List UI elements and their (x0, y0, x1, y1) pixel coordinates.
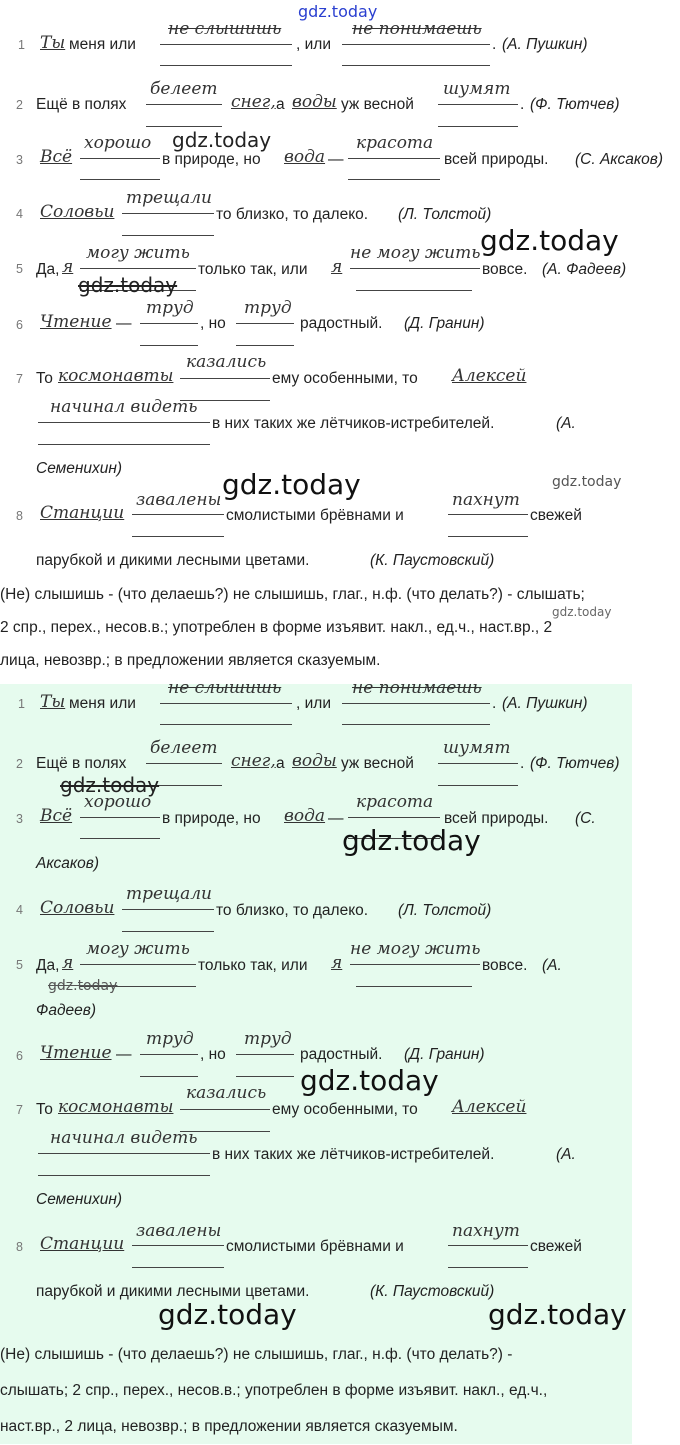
watermark: gdz.today (552, 605, 612, 619)
author: (А. (542, 957, 562, 974)
text: . (520, 755, 525, 772)
watermark: gdz.today (488, 1298, 627, 1331)
row-number: 7 (16, 1103, 23, 1117)
text: , но (200, 315, 226, 332)
predicate: хорошо (84, 792, 152, 812)
text: только так, или (198, 957, 308, 974)
text: Ещё в полях (36, 755, 127, 772)
row-number: 8 (16, 1240, 23, 1254)
text: ему особенными, то (272, 370, 418, 387)
text: парубкой и дикими лесными цветами. (36, 1283, 310, 1300)
row-number: 6 (16, 1049, 23, 1063)
text: а (276, 755, 285, 772)
text: то близко, то далеко. (216, 902, 369, 919)
predicate: труд (244, 298, 292, 318)
analysis-text: (Не) слышишь - (что делаешь?) не слышишь, глаг., н.ф. (что делать?) - слышать; 2 спр., перех., несов.в.; употреблен в форме изъявит. накл., ед.ч., наст.вр., 2 лица, невозвр.; в предложении является сказуемым. (0, 1346, 548, 1435)
watermark: gdz.today (300, 1064, 439, 1097)
subject: я (62, 953, 74, 973)
predicate: красота (356, 792, 434, 812)
subject: Всё (40, 806, 73, 826)
subject: снег, (231, 92, 276, 112)
text: в природе, но (162, 810, 261, 827)
predicate: красота (356, 133, 434, 153)
predicate: не слышишь (168, 19, 282, 39)
watermark: gdz.today (480, 224, 619, 257)
predicate: шумят (443, 79, 511, 99)
subject: снег, (231, 751, 276, 771)
predicate: не понимаешь (352, 19, 482, 39)
text: свежей (530, 1238, 582, 1255)
text: смолистыми брёвнами и (226, 507, 404, 524)
row-number: 8 (16, 509, 23, 523)
text: радостный. (300, 315, 383, 332)
text: ему особенными, то (272, 1101, 418, 1118)
text: в природе, но (162, 151, 261, 168)
text: . (520, 96, 525, 113)
predicate: труд (146, 1029, 194, 1049)
subject: космонавты (58, 366, 174, 386)
predicate: завалены (136, 1221, 222, 1241)
predicate: не могу жить (350, 243, 481, 263)
author: (С. (575, 810, 596, 827)
author: Семенихин) (36, 460, 123, 477)
text: , или (296, 36, 331, 53)
subject: я (331, 257, 343, 277)
text: уж весной (341, 755, 414, 772)
text: Да, (36, 261, 60, 278)
row-number: 5 (16, 262, 23, 276)
text: всей природы. (444, 151, 549, 168)
predicate: белеет (150, 79, 218, 99)
predicate: трещали (126, 188, 212, 208)
subject: я (62, 257, 74, 277)
predicate: могу жить (86, 243, 190, 263)
text: . (492, 695, 497, 712)
text: парубкой и дикими лесными цветами. (36, 552, 310, 569)
text: меня или (69, 36, 136, 53)
subject: Алексей (452, 1097, 527, 1117)
row-number: 4 (16, 903, 23, 917)
text: свежей (530, 507, 582, 524)
predicate: не слышишь (168, 678, 282, 698)
predicate: пахнут (452, 1221, 520, 1241)
predicate: белеет (150, 738, 218, 758)
watermark-top: gdz.today (298, 2, 378, 21)
author: (К. Паустовский) (370, 1283, 495, 1300)
author: (А. (556, 1146, 576, 1163)
subject: космонавты (58, 1097, 174, 1117)
text: То (36, 1101, 53, 1118)
text: в них таких же лётчиков-истребителей. (212, 415, 495, 432)
subject: Алексей (452, 366, 527, 386)
subject: Чтение (40, 1043, 112, 1063)
text: Да, (36, 957, 60, 974)
subject: Ты (40, 692, 66, 712)
author: (С. Аксаков) (575, 151, 664, 168)
row-number: 3 (16, 812, 23, 826)
predicate: не понимаешь (352, 678, 482, 698)
subject: Чтение (40, 312, 112, 332)
text: Ещё в полях (36, 96, 127, 113)
author: (Л. Толстой) (398, 206, 492, 223)
text: — (328, 810, 344, 827)
text: всей природы. (444, 810, 549, 827)
text: радостный. (300, 1046, 383, 1063)
text: , или (296, 695, 331, 712)
text: , но (200, 1046, 226, 1063)
row-number: 5 (16, 958, 23, 972)
subject: вода (284, 147, 326, 167)
text: . (492, 36, 497, 53)
predicate: не могу жить (350, 939, 481, 959)
subject: Соловьи (40, 898, 115, 918)
text: вовсе. (482, 261, 528, 278)
predicate: трещали (126, 884, 212, 904)
watermark: gdz.today (48, 978, 118, 994)
watermark: gdz.today (78, 273, 178, 297)
watermark: gdz.today (222, 468, 361, 501)
subject: Ты (40, 33, 66, 53)
subject: Всё (40, 147, 73, 167)
subject: воды (292, 92, 337, 112)
text: — (116, 1046, 132, 1063)
text: то близко, то далеко. (216, 206, 369, 223)
row-number: 4 (16, 207, 23, 221)
author: (А. (556, 415, 576, 432)
predicate: начинал видеть (50, 1128, 198, 1148)
text: — (328, 151, 344, 168)
subject: Соловьи (40, 202, 115, 222)
author: Фадеев) (36, 1002, 97, 1019)
row-number: 1 (18, 38, 25, 52)
subject: я (331, 953, 343, 973)
row-number: 2 (16, 757, 23, 771)
text: То (36, 370, 53, 387)
author: (К. Паустовский) (370, 552, 495, 569)
predicate: начинал видеть (50, 397, 198, 417)
predicate: казались (186, 352, 267, 372)
subject: Станции (40, 1234, 125, 1254)
text: в них таких же лётчиков-истребителей. (212, 1146, 495, 1163)
text: а (276, 96, 285, 113)
text: вовсе. (482, 957, 528, 974)
watermark: gdz.today (158, 1298, 297, 1331)
subject: вода (284, 806, 326, 826)
row-number: 1 (18, 697, 25, 711)
row-number: 2 (16, 98, 23, 112)
watermark: gdz.today (552, 474, 622, 490)
predicate: труд (244, 1029, 292, 1049)
author: (А. Пушкин) (502, 695, 588, 712)
author: (А. Пушкин) (502, 36, 588, 53)
predicate: завалены (136, 490, 222, 510)
predicate: шумят (443, 738, 511, 758)
row-number: 3 (16, 153, 23, 167)
watermark: gdz.today (172, 128, 272, 152)
watermark: gdz.today (60, 773, 160, 797)
predicate: могу жить (86, 939, 190, 959)
text: — (116, 315, 132, 332)
author: (А. Фадеев) (542, 261, 627, 278)
watermark: gdz.today (342, 824, 481, 857)
text: уж весной (341, 96, 414, 113)
author: (Д. Гранин) (404, 315, 485, 332)
row-number: 7 (16, 372, 23, 386)
author: (Ф. Тютчев) (530, 755, 620, 772)
row-number: 6 (16, 318, 23, 332)
text: меня или (69, 695, 136, 712)
analysis-text: (Не) слышишь - (что делаешь?) не слышишь, глаг., н.ф. (что делать?) - слышать; 2 спр., перех., несов.в.; употреблен в форме изъявит. накл., ед.ч., наст.вр., 2 лица, невозвр.; в предложении является сказуемым. (0, 586, 585, 669)
predicate: труд (146, 298, 194, 318)
predicate: казались (186, 1083, 267, 1103)
author: Семенихин) (36, 1191, 123, 1208)
subject: Станции (40, 503, 125, 523)
predicate: хорошо (84, 133, 152, 153)
author: (Д. Гранин) (404, 1046, 485, 1063)
text: только так, или (198, 261, 308, 278)
predicate: пахнут (452, 490, 520, 510)
subject: воды (292, 751, 337, 771)
author: Аксаков) (36, 855, 100, 872)
author: (Л. Толстой) (398, 902, 492, 919)
author: (Ф. Тютчев) (530, 96, 620, 113)
text: смолистыми брёвнами и (226, 1238, 404, 1255)
